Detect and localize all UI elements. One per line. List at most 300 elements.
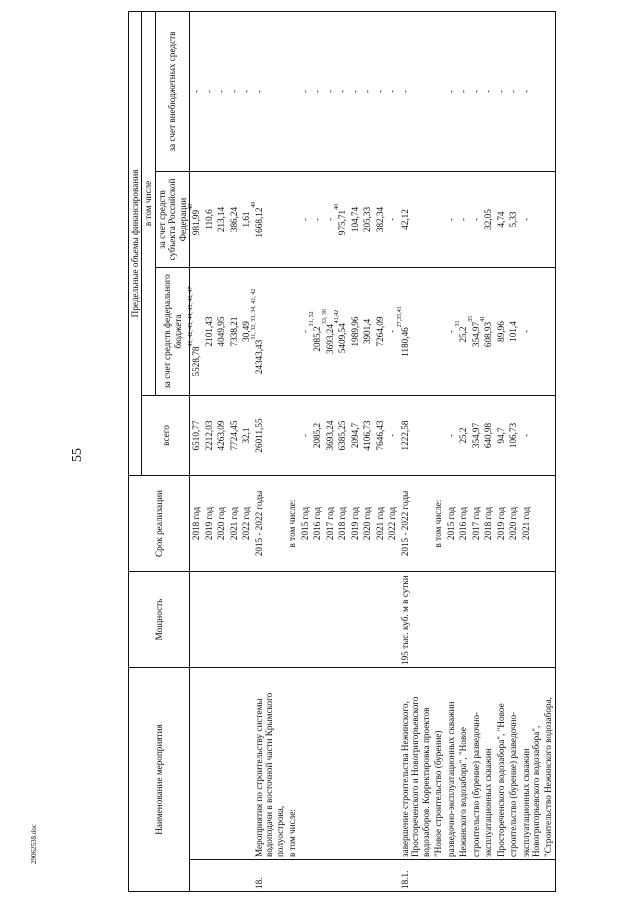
row-federal-text: 354,97: [470, 321, 481, 348]
row-extra-text: -: [470, 89, 481, 94]
row-regional-text: 213,14: [216, 206, 227, 233]
row-term: [299, 476, 311, 572]
row-name-text: Мероприятия по строительству системы водоподачи в восточной части Крымского полуострова,: [253, 692, 285, 857]
row-name-text: Простореченского водозабора", "Новое: [495, 703, 506, 857]
row-extra: [336, 11, 348, 171]
row-regional: [250, 172, 286, 268]
row-extra: [215, 11, 227, 171]
row-name: [470, 668, 482, 860]
row-regional: [228, 172, 240, 268]
row-regional: [190, 172, 203, 268]
footnote-marker: 27,35,41: [396, 306, 403, 328]
row-capacity: [445, 572, 457, 668]
row-term: [361, 476, 373, 572]
header-incl: в том числе: [142, 11, 155, 395]
row-extra: [507, 11, 519, 171]
row-total: [374, 396, 386, 476]
row-extra: [203, 11, 215, 171]
row-regional-text: 205,33: [362, 206, 373, 233]
row-extra-text: -: [362, 89, 373, 94]
row-federal: [467, 268, 482, 396]
row-extra: [520, 11, 543, 171]
row-name: [432, 668, 444, 860]
footnote-marker: 41,42: [334, 309, 341, 324]
row-term: [203, 476, 215, 572]
rotated-table-wrapper: [128, 12, 554, 892]
row-total: [190, 396, 203, 476]
row-number: [361, 860, 373, 892]
row-name-text: эксплуатационных скважин: [483, 748, 494, 857]
row-total: [470, 396, 482, 476]
row-capacity: [240, 572, 252, 668]
row-name: [507, 668, 519, 860]
row-term-text: 2015 - 2022 годы: [253, 490, 264, 557]
row-total-text: -: [387, 433, 398, 438]
row-name-text: разведочно-эксплуатационных скважин: [445, 701, 456, 857]
row-number: [349, 860, 361, 892]
row-federal-text: -: [445, 329, 456, 334]
row-extra-text: -: [445, 89, 456, 94]
row-extra: [228, 11, 240, 171]
row-capacity: [542, 572, 555, 668]
row-capacity: [203, 572, 215, 668]
row-total-text: -: [299, 433, 310, 438]
document-id: 29062538.doc: [30, 824, 38, 864]
row-capacity: [311, 572, 323, 668]
row-federal: [507, 268, 519, 396]
row-total: [507, 396, 519, 476]
row-extra: [349, 11, 361, 171]
row-extra-text: -: [387, 89, 398, 94]
table-row: [349, 11, 361, 891]
row-regional: [336, 172, 348, 268]
row-total: [228, 396, 240, 476]
row-name-text: "Новое строительство (бурение): [433, 730, 444, 857]
header-extra: за счет внебюджетных средств: [155, 11, 189, 171]
table-row: [445, 11, 457, 891]
row-federal: [495, 268, 507, 396]
row-name: [374, 668, 386, 860]
row-total: [361, 396, 373, 476]
row-number: [520, 860, 543, 892]
row-total: [336, 396, 348, 476]
row-extra-text: -: [399, 89, 410, 94]
row-capacity: [399, 572, 432, 668]
footnote-marker: 41, 42, 43, 44, 45, 46, 47: [188, 286, 195, 347]
row-capacity: [336, 572, 348, 668]
row-extra: [299, 11, 311, 171]
row-term: [349, 476, 361, 572]
row-term: [311, 476, 323, 572]
row-federal-text: -: [299, 329, 310, 334]
row-federal-text: 608,93: [483, 321, 494, 348]
table-row: [542, 11, 555, 891]
table-row: [324, 11, 336, 891]
row-extra-text: -: [508, 89, 519, 94]
row-term: [253, 476, 286, 572]
row-term: [190, 476, 203, 572]
row-total: [432, 396, 444, 476]
row-regional-text: 975,71: [337, 209, 348, 236]
row-term-text: 2021 год: [520, 506, 531, 541]
row-number: [190, 860, 203, 892]
row-term-text: 2018 год: [337, 506, 348, 541]
row-name: [336, 668, 348, 860]
row-total: [457, 396, 469, 476]
row-regional: [203, 172, 215, 268]
row-total: [215, 396, 227, 476]
row-name: [445, 668, 457, 860]
row-extra-text: -: [191, 89, 202, 94]
row-extra-text: -: [216, 89, 227, 94]
table-row: [520, 11, 543, 891]
row-term: [495, 476, 507, 572]
row-regional-text: -: [324, 217, 335, 222]
row-extra: [495, 11, 507, 171]
table-row: [386, 11, 398, 891]
row-name-text: в том числе:: [287, 809, 298, 857]
row-name-text: завершение строительства Нежинского, Простореченского и Новогригорьевского водозаборов. Корректировка проектов: [399, 696, 431, 857]
row-term-text: 2015 год: [299, 506, 310, 541]
table-row: [215, 11, 227, 891]
row-total-text: 7646,43: [374, 420, 385, 451]
row-number: [374, 860, 386, 892]
row-capacity-text: 195 тыс. куб. м в сутки: [399, 575, 410, 665]
row-federal: [299, 268, 311, 396]
row-term-text: 2018 год: [191, 506, 202, 541]
row-number: [240, 860, 252, 892]
row-regional-text: 382,34: [374, 206, 385, 233]
row-term-text: 2019 год: [203, 506, 214, 541]
row-name: [457, 668, 469, 860]
row-term: [520, 476, 543, 572]
row-extra: [311, 11, 323, 171]
table-row: [432, 11, 444, 891]
row-federal: [215, 268, 227, 396]
row-capacity: [190, 572, 203, 668]
row-capacity: [324, 572, 336, 668]
row-regional-text: -: [520, 217, 531, 222]
row-total: [520, 396, 543, 476]
row-total-text: 4106,73: [362, 420, 373, 451]
row-federal: [336, 268, 348, 396]
row-regional: [311, 172, 323, 268]
table-row: [190, 11, 203, 891]
row-name: [286, 668, 298, 860]
row-total-text: 6385,25: [337, 420, 348, 451]
row-extra-text: -: [458, 89, 469, 94]
row-federal-text: 7264,09: [374, 316, 385, 347]
row-extra-text: -: [495, 89, 506, 94]
row-capacity: [495, 572, 507, 668]
row-regional-text: -: [312, 217, 323, 222]
header-term: Срок реализации: [129, 476, 190, 572]
row-capacity: [228, 572, 240, 668]
row-capacity: [253, 572, 286, 668]
row-regional: [361, 172, 373, 268]
row-term-text: 2017 год: [324, 506, 335, 541]
row-total: [482, 396, 494, 476]
row-term: [457, 476, 469, 572]
row-federal-text: 2101,43: [203, 316, 214, 347]
row-number: [253, 860, 286, 892]
table-row: [399, 11, 432, 891]
row-term-text: 2019 год: [349, 506, 360, 541]
row-total-text: 2212,03: [203, 420, 214, 451]
row-name: [253, 668, 286, 860]
row-term: [507, 476, 519, 572]
row-total-text: 3693,24: [324, 420, 335, 451]
row-term-text: 2021 год: [374, 506, 385, 541]
row-extra: [286, 11, 298, 171]
footnote-marker: 41: [480, 315, 487, 322]
row-name: [361, 668, 373, 860]
row-federal: [203, 268, 215, 396]
row-extra-text: -: [241, 89, 252, 94]
footnote-marker: 40: [334, 203, 341, 210]
footnote-marker: 31: [455, 320, 462, 327]
row-name-text: эксплуатационных скважин Новогригорьевского водозабора",: [520, 725, 541, 857]
footnote-marker: 31, 32: [309, 311, 316, 327]
row-regional-text: -: [387, 217, 398, 222]
row-name: [386, 668, 398, 860]
row-federal-text: 3901,4: [362, 318, 373, 345]
header-limits: Предельные объемы финансирования: [129, 11, 142, 475]
row-federal-text: 5528,78: [191, 346, 202, 377]
row-extra-text: -: [312, 89, 323, 94]
row-federal: [228, 268, 240, 396]
row-regional-text: -: [470, 217, 481, 222]
row-capacity: [361, 572, 373, 668]
row-extra-text: -: [324, 89, 335, 94]
row-extra-text: -: [299, 89, 310, 94]
footnote-marker: 40: [250, 201, 257, 208]
row-extra: [457, 11, 469, 171]
row-total-text: 640,98: [483, 422, 494, 449]
row-term: [374, 476, 386, 572]
row-federal: [321, 268, 336, 396]
row-number: [299, 860, 311, 892]
row-total-text: -: [445, 433, 456, 438]
table-row: [299, 11, 311, 891]
row-total: [542, 396, 555, 476]
row-regional: [240, 172, 252, 268]
table-row: [482, 11, 494, 891]
row-federal-text: 25,2: [458, 326, 469, 343]
row-regional-text: 386,24: [228, 206, 239, 233]
table-row: [286, 11, 298, 891]
row-capacity: [520, 572, 543, 668]
row-regional: [299, 172, 311, 268]
row-regional-text: 42,12: [399, 209, 410, 230]
row-regional: [324, 172, 336, 268]
row-regional: [542, 172, 555, 268]
row-term-text: 2018 год: [483, 506, 494, 541]
row-regional: [457, 172, 469, 268]
row-total: [240, 396, 252, 476]
row-name: [495, 668, 507, 860]
row-name: [520, 668, 543, 860]
row-regional: [349, 172, 361, 268]
row-total-text: 7724,45: [228, 420, 239, 451]
row-term-text: 2020 год: [508, 506, 519, 541]
table-row: [228, 11, 240, 891]
page-number: 55: [70, 448, 85, 462]
row-name: [542, 668, 555, 860]
row-number: [432, 860, 444, 892]
row-federal-text: -: [520, 329, 531, 334]
row-capacity: [507, 572, 519, 668]
row-number: [215, 860, 227, 892]
row-term-text: 2020 год: [362, 506, 373, 541]
row-number: [457, 860, 469, 892]
row-federal-text: 2085,2: [312, 326, 323, 352]
row-federal: [190, 268, 203, 396]
row-total: [399, 396, 432, 476]
row-federal: [457, 268, 469, 396]
financing-table: [128, 11, 556, 892]
row-regional-text: 981,99: [191, 209, 202, 236]
row-number: [482, 860, 494, 892]
row-extra-text: -: [253, 89, 264, 94]
row-term: [336, 476, 348, 572]
row-number: [495, 860, 507, 892]
row-federal-text: -: [387, 329, 398, 334]
row-total-text: 106,73: [508, 422, 519, 449]
row-capacity: [215, 572, 227, 668]
footnote-marker: 35: [467, 315, 474, 322]
row-federal-text: 1180,46: [399, 327, 410, 357]
row-federal: [374, 268, 386, 396]
row-capacity: [286, 572, 298, 668]
row-number-text: 18.: [253, 877, 264, 889]
row-extra: [253, 11, 286, 171]
table-row: [336, 11, 348, 891]
row-total-text: 2094,7: [349, 422, 360, 449]
row-federal: [349, 268, 361, 396]
header-regional: за счет средств субъекта Российской Федерации: [155, 172, 189, 268]
row-extra: [361, 11, 373, 171]
row-extra: [190, 11, 203, 171]
row-total-text: 1222,58: [399, 420, 410, 451]
row-term-text: 2015 год: [445, 506, 456, 541]
row-capacity: [374, 572, 386, 668]
row-federal: [386, 268, 398, 396]
row-total: [203, 396, 215, 476]
row-extra: [470, 11, 482, 171]
row-number: [470, 860, 482, 892]
row-capacity: [432, 572, 444, 668]
row-term-text: 2022 год: [387, 506, 398, 541]
row-term-text: в том числе:: [433, 499, 444, 548]
row-federal: [396, 268, 432, 396]
row-total-text: 25,2: [458, 427, 469, 444]
row-number: [507, 860, 519, 892]
row-federal-text: 101,4: [508, 321, 519, 342]
row-total: [311, 396, 323, 476]
row-term: [286, 476, 298, 572]
row-term: [432, 476, 444, 572]
row-term: [324, 476, 336, 572]
row-total: [445, 396, 457, 476]
row-term: [228, 476, 240, 572]
table-row: [457, 11, 469, 891]
row-term-text: 2015 - 2022 годы: [399, 490, 410, 557]
row-total: [299, 396, 311, 476]
row-total-text: 4263,09: [216, 420, 227, 451]
row-extra-text: -: [349, 89, 360, 94]
row-name-text: Нежинского водозабора", "Новое: [458, 727, 469, 857]
row-extra-text: -: [520, 89, 531, 94]
table-row: [470, 11, 482, 891]
row-capacity: [349, 572, 361, 668]
row-regional: [432, 172, 444, 268]
row-name: [482, 668, 494, 860]
row-name: [349, 668, 361, 860]
row-number: [203, 860, 215, 892]
row-regional-text: 32,05: [483, 209, 494, 230]
row-total-text: 32,1: [241, 427, 252, 444]
row-number: [386, 860, 398, 892]
row-regional-text: 110,6: [203, 209, 214, 230]
row-term: [470, 476, 482, 572]
row-regional: [470, 172, 482, 268]
row-term-text: 2019 год: [495, 506, 506, 541]
row-total: [349, 396, 361, 476]
row-total: [253, 396, 286, 476]
row-regional-text: -: [445, 217, 456, 222]
row-federal: [286, 268, 298, 396]
row-federal: [520, 268, 543, 396]
row-term-text: 2016 год: [458, 506, 469, 541]
row-term: [542, 476, 555, 572]
row-extra-text: -: [337, 89, 348, 94]
row-number: [286, 860, 298, 892]
row-total-text: 354,97: [470, 422, 481, 449]
row-capacity: [299, 572, 311, 668]
row-federal-text: 24343,43: [253, 339, 264, 375]
row-regional: [520, 172, 543, 268]
row-federal: [432, 268, 444, 396]
row-extra: [240, 11, 252, 171]
row-name: [240, 668, 252, 860]
row-total: [386, 396, 398, 476]
row-name: [299, 668, 311, 860]
row-regional-text: -: [458, 217, 469, 222]
header-name: Наименование мероприятия: [129, 668, 190, 892]
row-extra-text: -: [228, 89, 239, 94]
row-regional-text: 4,74: [495, 211, 506, 228]
row-term: [445, 476, 457, 572]
row-federal-text: 89,96: [495, 321, 506, 342]
header-capacity: Мощность: [129, 572, 190, 668]
row-name: [203, 668, 215, 860]
row-term-text: 2017 год: [470, 506, 481, 541]
table-row: [507, 11, 519, 891]
row-number: [336, 860, 348, 892]
row-extra: [432, 11, 444, 171]
row-capacity: [386, 572, 398, 668]
row-federal-text: 1989,96: [349, 316, 360, 347]
row-total-text: 6510,77: [191, 420, 202, 451]
row-regional: [495, 172, 507, 268]
table-row: [253, 11, 286, 891]
row-extra: [542, 11, 555, 171]
row-regional-text: 5,33: [508, 211, 519, 228]
row-regional: [445, 172, 457, 268]
row-total: [324, 396, 336, 476]
row-federal: [311, 268, 323, 396]
